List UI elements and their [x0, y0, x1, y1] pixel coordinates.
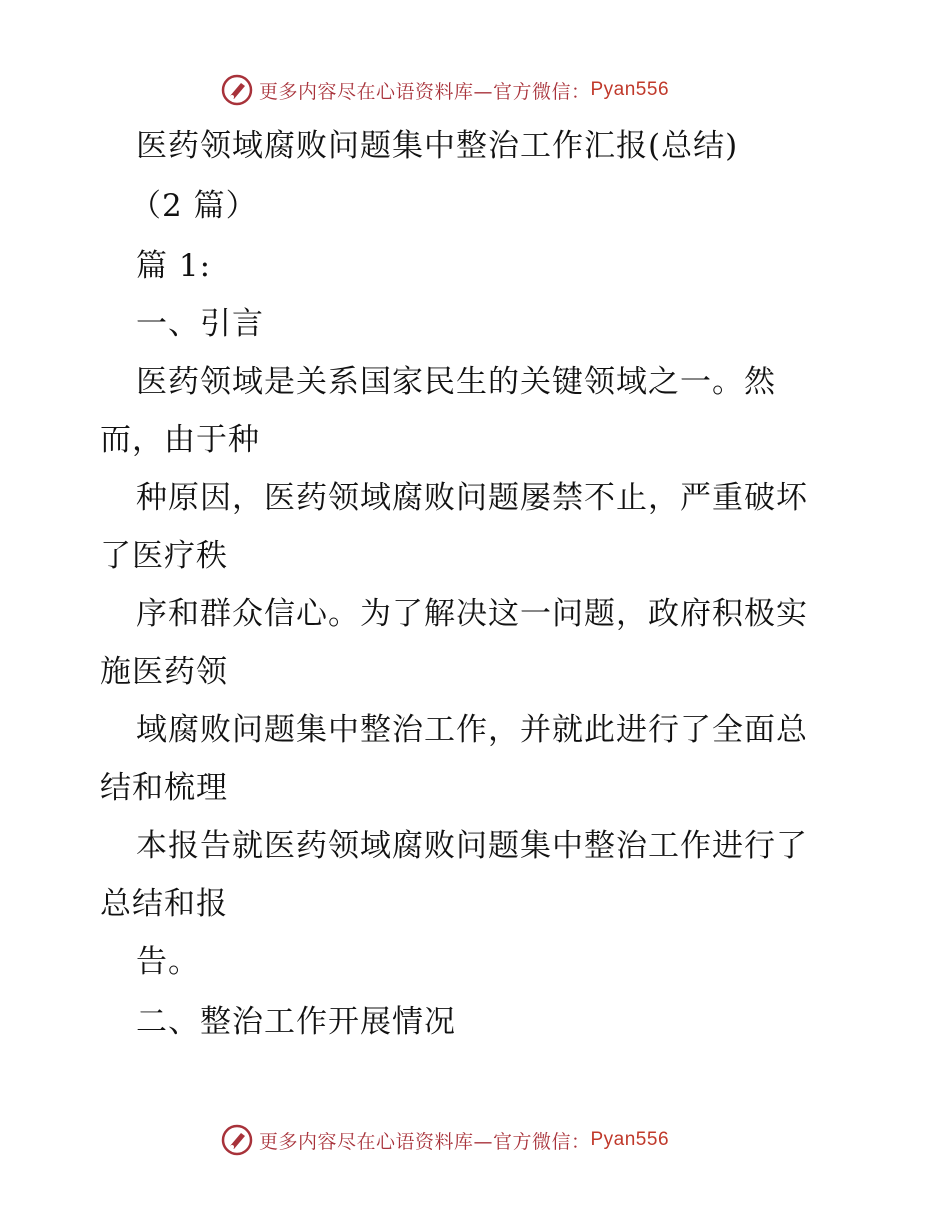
paragraph-line: 医药领域是关系国家民生的关键领域之一。然: [136, 364, 776, 400]
paragraph-line: 结和梳理: [100, 770, 228, 806]
document-subtitle: （2 篇）: [130, 188, 258, 224]
paragraph-line: 种原因，医药领域腐败问题屡禁不止，严重破坏: [136, 480, 808, 516]
watermark-text: 更多内容尽在心语资料库—官方微信：: [258, 80, 591, 103]
watermark-wechat-id: Pyan556: [590, 79, 670, 100]
paragraph-line: 了医疗秩: [100, 538, 228, 574]
paragraph-line: 序和群众信心。为了解决这一问题，政府积极实: [136, 596, 808, 632]
watermark-text: 更多内容尽在心语资料库—官方微信：: [258, 1130, 591, 1153]
pen-logo-icon: [221, 1124, 253, 1156]
paragraph-line: 告。: [136, 944, 200, 980]
paragraph-line: 本报告就医药领域腐败问题集中整治工作进行了: [136, 828, 808, 864]
paragraph-line: 域腐败问题集中整治工作，并就此进行了全面总: [136, 712, 808, 748]
paragraph-line: 施医药领: [100, 654, 228, 690]
paragraph-line: 而，由于种: [100, 422, 260, 458]
pen-logo-icon: [221, 74, 253, 106]
heading-introduction: 一、引言: [136, 306, 264, 342]
heading-work-status: 二、整治工作开展情况: [136, 1004, 456, 1040]
section-label: 篇 1:: [136, 248, 212, 284]
watermark-wechat-id: Pyan556: [590, 1129, 670, 1150]
paragraph-line: 总结和报: [100, 886, 228, 922]
document-title: 医药领域腐败问题集中整治工作汇报(总结): [136, 128, 739, 164]
watermark-header: [0, 70, 950, 110]
watermark-footer: [0, 1120, 950, 1160]
